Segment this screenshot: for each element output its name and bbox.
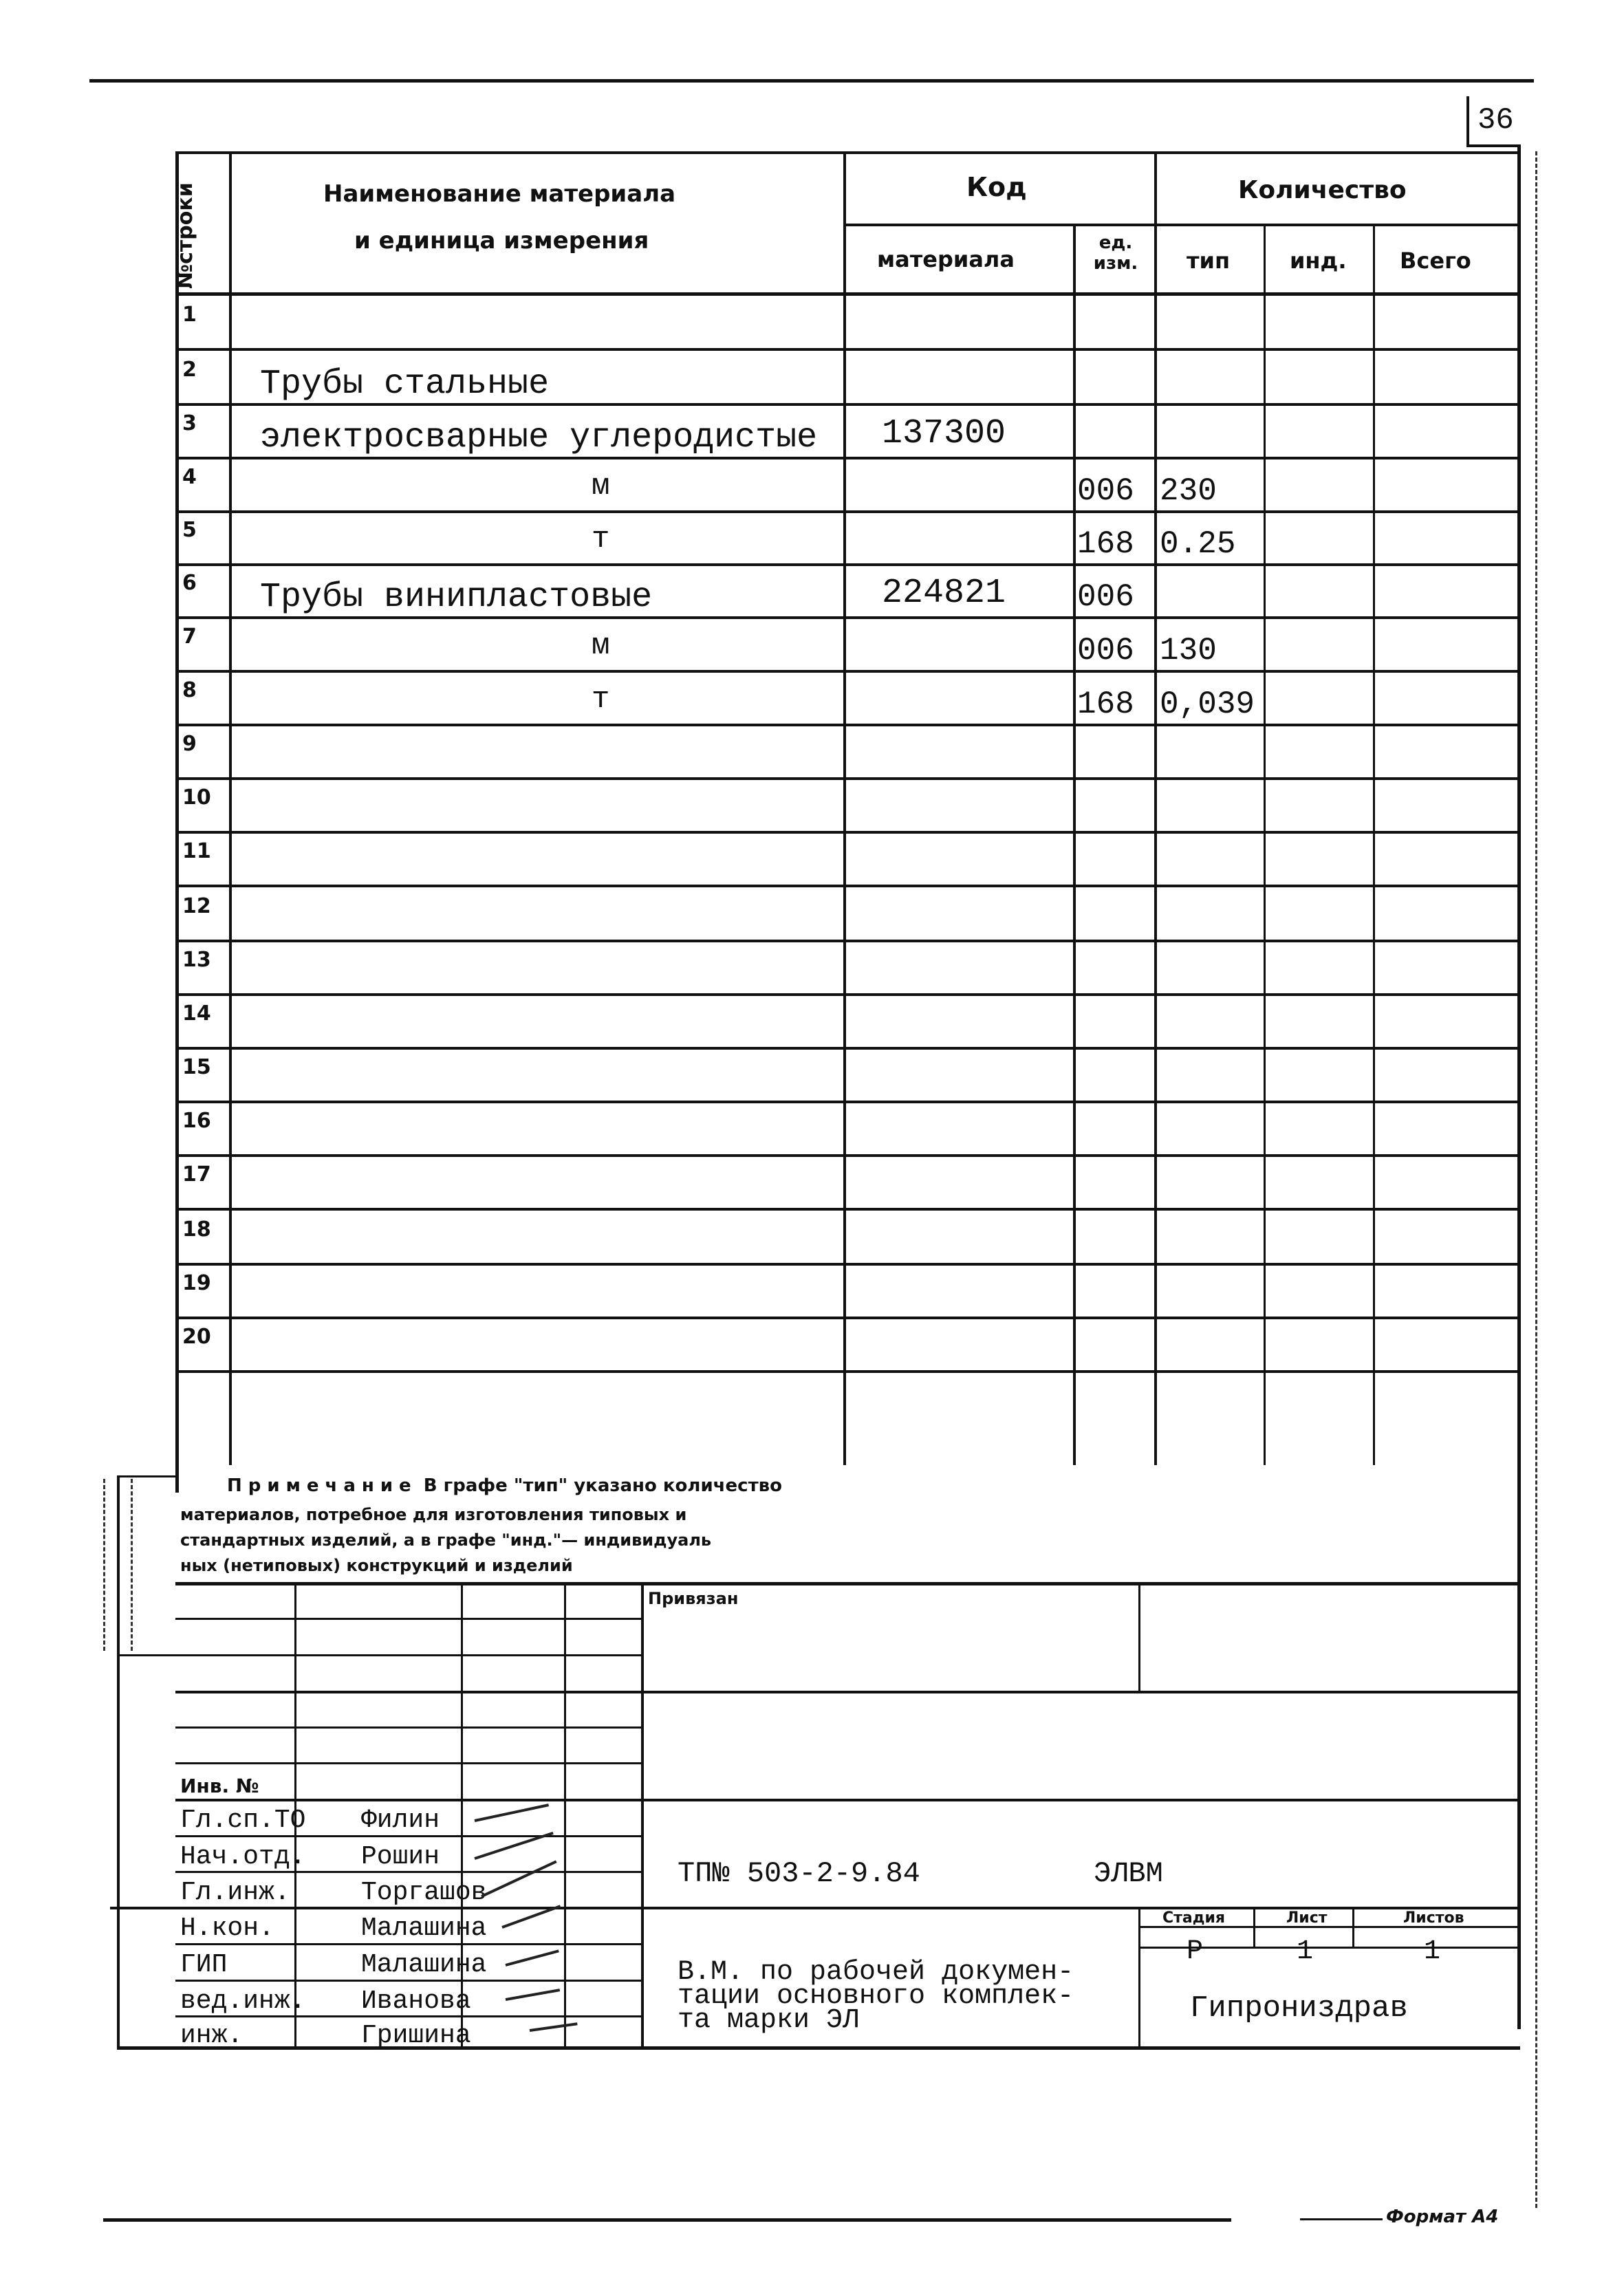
signature-3	[481, 1860, 556, 1897]
row-number: 12	[182, 894, 211, 918]
row-divider	[175, 1101, 1520, 1103]
row-number: 11	[182, 839, 211, 863]
row-type: 130	[1160, 633, 1217, 669]
row-divider	[175, 1154, 1520, 1157]
row-divider	[175, 563, 1520, 566]
row-divider	[175, 777, 1520, 780]
tb-h7	[175, 1835, 643, 1837]
col-divider-total	[1373, 224, 1375, 1465]
signature-5	[505, 1949, 559, 1967]
col-divider-ind	[1264, 224, 1266, 1465]
code-material-header: материала	[877, 246, 1015, 272]
staff-role: Гл.инж.	[180, 1878, 290, 1907]
sheets-value: 1	[1424, 1936, 1441, 1967]
note-line3: стандартных изделий, а в графе "инд."— индивидуаль	[180, 1530, 712, 1550]
tb-h4	[175, 1726, 643, 1729]
row-unit: 006	[1077, 579, 1134, 615]
staff-name: Гришина	[361, 2021, 471, 2050]
desc-line2: тации основного комплек-	[678, 1981, 1074, 2012]
name-header-line1: Наименование материала	[323, 180, 676, 208]
margin-tick-mid	[117, 1654, 175, 1656]
qty-total-header: Всего	[1400, 248, 1471, 274]
sheet-value: 1	[1297, 1936, 1314, 1967]
row-number: 18	[182, 1217, 211, 1242]
row-number: 19	[182, 1271, 211, 1295]
signature-7	[530, 2022, 578, 2032]
row-type: 230	[1160, 473, 1217, 509]
row-divider	[175, 831, 1520, 834]
row-type: 0.25	[1160, 526, 1236, 562]
tb-top	[175, 1582, 1520, 1585]
row-number: 15	[182, 1055, 211, 1079]
staff-role: Н.кон.	[180, 1914, 274, 1943]
row-divider	[175, 510, 1520, 513]
row-divider	[175, 670, 1520, 673]
row-divider	[175, 1208, 1520, 1211]
right-margin-dashed	[1535, 151, 1537, 2208]
organization: Гипрониздрав	[1190, 1991, 1408, 2026]
tb-v4	[641, 1582, 644, 2046]
stage-label: Стадия	[1162, 1909, 1226, 1927]
table-border-right	[1517, 144, 1521, 2029]
name-header-line2: и единица измерения	[354, 227, 649, 255]
tb-h10	[175, 1943, 643, 1945]
format-label: Формат А4	[1386, 2207, 1499, 2227]
note-line1	[227, 1475, 782, 1496]
row-name: Трубы винипластовые	[260, 578, 653, 617]
row-unit: 168	[1077, 686, 1134, 722]
row-type: 0,039	[1160, 686, 1255, 722]
row-number: 13	[182, 948, 211, 972]
row-number: 16	[182, 1109, 211, 1133]
signature-1	[475, 1804, 549, 1822]
row-unit: 006	[1077, 473, 1134, 509]
tb-v8	[1352, 1907, 1354, 1948]
header-top	[175, 151, 1520, 154]
note-line2: материалов, потребное для изготовления типовых и	[180, 1505, 687, 1524]
staff-name: Малашина	[361, 1950, 487, 1980]
qty-type-header: тип	[1187, 248, 1231, 274]
col-divider-unit	[1073, 224, 1076, 1465]
desc-line1: В.М. по рабочей докумен-	[678, 1957, 1074, 1988]
row-number: 10	[182, 786, 211, 810]
tb-h11	[175, 1980, 643, 1982]
row-number: 7	[182, 625, 197, 649]
staff-name: Торгашов	[361, 1878, 487, 1907]
tb-v3	[564, 1582, 566, 2046]
row-divider	[175, 1317, 1520, 1319]
row-name: т	[592, 682, 610, 717]
row-name: м	[592, 629, 610, 663]
stage-value: Р	[1187, 1936, 1204, 1967]
privyazan-label: Привязан	[648, 1589, 739, 1608]
qty-ind-header: инд.	[1290, 248, 1347, 274]
row-name: м	[592, 469, 610, 503]
staff-name: Малашина	[361, 1914, 487, 1943]
row-number: 20	[182, 1325, 211, 1349]
doc-code: ТП№ 503-2-9.84	[678, 1857, 920, 1890]
tb-bottom	[117, 2046, 1520, 2050]
row-unit: 006	[1077, 633, 1134, 669]
sheets-label: Листов	[1403, 1909, 1464, 1927]
row-number: 4	[182, 465, 197, 489]
staff-name: Иванова	[361, 1986, 471, 2016]
header-sub-rule	[843, 224, 1520, 226]
page-number: 36	[1477, 103, 1514, 138]
row-number: 14	[182, 1001, 211, 1026]
row-number: 9	[182, 732, 197, 756]
staff-name: Рошин	[361, 1842, 440, 1872]
staff-role: инж.	[180, 2021, 243, 2050]
row-divider	[175, 885, 1520, 887]
row-code: 137300	[882, 414, 1006, 453]
row-number: 17	[182, 1162, 211, 1187]
row-divider	[175, 1047, 1520, 1050]
staff-role: ГИП	[180, 1950, 228, 1980]
row-divider	[175, 724, 1520, 726]
inv-no-label: Инв. №	[180, 1775, 259, 1797]
note-title: Примечание	[227, 1475, 418, 1496]
note-line4: ных (нетиповых) конструкций и изделий	[180, 1556, 573, 1575]
desc-line3: та марки ЭЛ	[678, 2005, 860, 2036]
margin-tick-top	[117, 1475, 175, 1477]
margin-line-left	[117, 1475, 120, 2050]
sheet-label: Лист	[1286, 1909, 1328, 1927]
row-unit: 168	[1077, 526, 1134, 562]
tb-h1	[175, 1618, 643, 1620]
margin-dashed-b	[131, 1479, 133, 1651]
tb-v5	[1138, 1582, 1140, 1691]
tb-v7	[1253, 1907, 1255, 1948]
staff-role: Нач.отд.	[180, 1842, 306, 1872]
tb-h3	[175, 1691, 1520, 1693]
tb-h6	[175, 1799, 1520, 1801]
staff-role: вед.инж.	[180, 1986, 306, 2016]
note-text-1: В графе "тип" указано количество	[423, 1475, 782, 1496]
row-divider	[175, 993, 1520, 996]
margin-dashed-a	[103, 1479, 105, 1651]
tb-v6	[1138, 1907, 1140, 2046]
doc-mark: ЭЛВМ	[1094, 1857, 1163, 1890]
header-bottom	[175, 292, 1520, 296]
tb-h5	[175, 1762, 643, 1764]
row-number: 2	[182, 358, 197, 382]
top-rule	[89, 79, 1534, 83]
qty-group-header: Количество	[1238, 176, 1407, 204]
row-name: электросварные углеродистые	[260, 418, 818, 457]
row-number: 5	[182, 518, 197, 542]
row-name: Трубы стальные	[260, 365, 550, 404]
row-divider	[175, 940, 1520, 942]
bottom-rule	[103, 2218, 1231, 2222]
row-divider	[175, 1370, 1520, 1373]
staff-role: Гл.сп.ТО	[180, 1806, 306, 1835]
row-number: 6	[182, 571, 197, 595]
signature-6	[506, 1989, 560, 2001]
row-number-header: №строки	[173, 182, 197, 289]
row-number: 3	[182, 411, 197, 435]
table-border-left	[175, 151, 179, 1493]
row-divider	[175, 348, 1520, 351]
code-unit-header: ед. изм.	[1093, 232, 1138, 274]
staff-name: Филин	[361, 1806, 440, 1835]
code-group-header: Код	[966, 172, 1027, 202]
row-name: т	[592, 522, 610, 556]
bottom-rule-2	[1300, 2218, 1383, 2220]
row-code: 224821	[882, 574, 1006, 613]
row-number: 8	[182, 678, 197, 702]
tb-h2	[175, 1654, 643, 1656]
row-number: 1	[182, 303, 197, 327]
row-divider	[175, 1263, 1520, 1266]
